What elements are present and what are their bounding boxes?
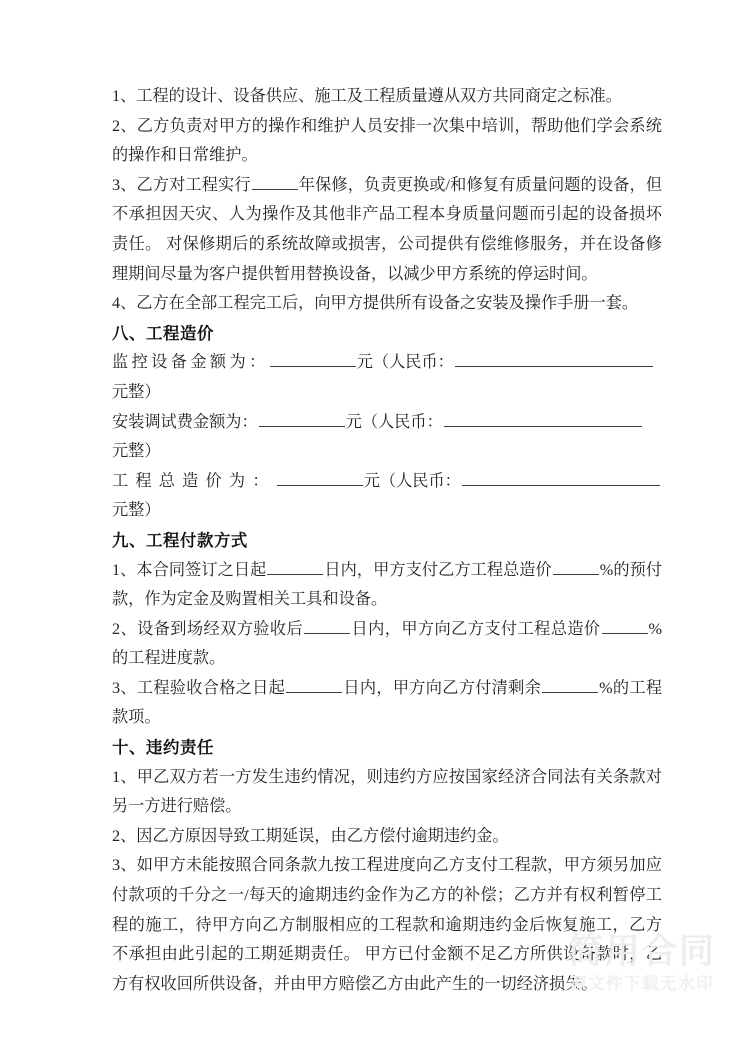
item-text-part-1: 2、设备到场经双方验收后 <box>112 619 304 638</box>
days-blank[interactable] <box>267 557 323 575</box>
percent-blank[interactable] <box>602 616 648 634</box>
clause-7-item-3 <box>112 171 662 289</box>
document-body <box>112 82 662 999</box>
row-unit: 元（人民币： <box>363 471 461 490</box>
row-label: 安装调试费金额为： <box>112 412 258 431</box>
clause-7-item-1: 1、工程的设计、设备供应、施工及工程质量遵从双方共同商定之标准。 <box>112 87 622 105</box>
section-10-item-3: 3、如甲方未能按照合同条款九按工程进度向乙方支付工程款，甲方须另加应付款项的千分之一/每天的逾期违约金作为乙方的补偿；乙方并有权利暂停工程的施工，待甲方向乙方制服相应的工程款和逾期违约金后恢复施工，乙方不承担由此引起的工期延期责任。 甲方已付金额不足乙方所供设备款时，乙方有权收回所供设备，并由甲方赔偿乙方由此产生的一切经济损失。 <box>112 856 662 993</box>
section-9-heading: 九、工程付款方式 <box>112 530 248 550</box>
row-label: 工程总造价为： <box>112 471 276 490</box>
item-text-part-3: %的工程进度款。 <box>112 619 663 668</box>
clause-7-item-4: 4、乙方在全部工程完工后，向甲方提供所有设备之安装及操作手册一套。 <box>112 294 639 313</box>
days-blank[interactable] <box>286 675 342 693</box>
section-8-row-installation-fee <box>112 408 662 438</box>
amount-figure-blank[interactable] <box>259 409 345 427</box>
item-text-part-3: %的预付款，作为定金及购置相关工具和设备。 <box>112 560 663 609</box>
section-10-item-2: 2、因乙方原因导致工期延误，由乙方偿付逾期违约金。 <box>112 826 509 845</box>
clause-7-item-3-text-before: 3、乙方对工程实行 <box>112 175 251 194</box>
item-text-part-3: %的工程款项。 <box>112 678 663 727</box>
amount-words-blank[interactable] <box>444 409 642 427</box>
item-text-part-1: 3、工程验收合格之日起 <box>112 678 286 697</box>
section-9-item-2 <box>112 615 662 674</box>
section-10-item-1: 1、甲乙双方若一方发生违约情况，则违约方应按国家经济合同法有关条款对另一方进行赔偿。 <box>112 767 662 816</box>
section-8-row-1-tail: 元整） <box>112 442 161 461</box>
item-text-part-2: 日内，甲方向乙方付清剩余 <box>343 678 542 697</box>
clause-7-item-2: 2、乙方负责对甲方的操作和维护人员安排一次集中培训，帮助他们学会系统的操作和日常维护。 <box>112 116 662 165</box>
amount-words-blank[interactable] <box>462 468 660 486</box>
percent-blank[interactable] <box>553 557 599 575</box>
item-text-part-1: 1、本合同签订之日起 <box>112 560 267 579</box>
section-9-item-1 <box>112 556 662 615</box>
section-8-row-2-tail: 元整） <box>112 501 161 520</box>
watermark-brand: 简用合同 <box>567 931 716 971</box>
item-text-part-2: 日内，甲方向乙方支付工程总造价 <box>351 619 601 638</box>
section-8-row-0-tail: 元整） <box>112 382 161 401</box>
section-10-heading: 十、违约责任 <box>112 738 214 758</box>
section-8-row-total-cost <box>112 467 662 497</box>
clause-7-item-3-text-after: 年保修，负责更换或/和修复有质量问题的设备，但不承担因天灾、人为操作及其他非产品工程本身质量问题而引起的设备损坏责任。 对保修期后的系统故障或损害，公司提供有偿维修服务，并在设备修理期间尽量为客户提供暂用替换设备，以减少甲方系统的停运时间。 <box>112 175 663 283</box>
row-unit: 元（人民币： <box>345 412 443 431</box>
section-8-row-monitoring-equipment <box>112 348 662 378</box>
days-blank[interactable] <box>304 616 350 634</box>
item-text-part-2: 日内，甲方支付乙方工程总造价 <box>324 560 552 579</box>
amount-figure-blank[interactable] <box>277 468 363 486</box>
watermark-tagline: 源文件下载无水印 <box>569 974 714 993</box>
row-unit: 元（人民币： <box>356 353 454 372</box>
section-8-heading: 八、工程造价 <box>112 323 214 343</box>
amount-figure-blank[interactable] <box>270 350 356 368</box>
row-label: 监控设备金额为： <box>112 353 269 372</box>
percent-blank[interactable] <box>542 675 598 693</box>
warranty-years-blank[interactable] <box>252 172 298 190</box>
amount-words-blank[interactable] <box>455 350 653 368</box>
section-9-item-3 <box>112 674 662 733</box>
